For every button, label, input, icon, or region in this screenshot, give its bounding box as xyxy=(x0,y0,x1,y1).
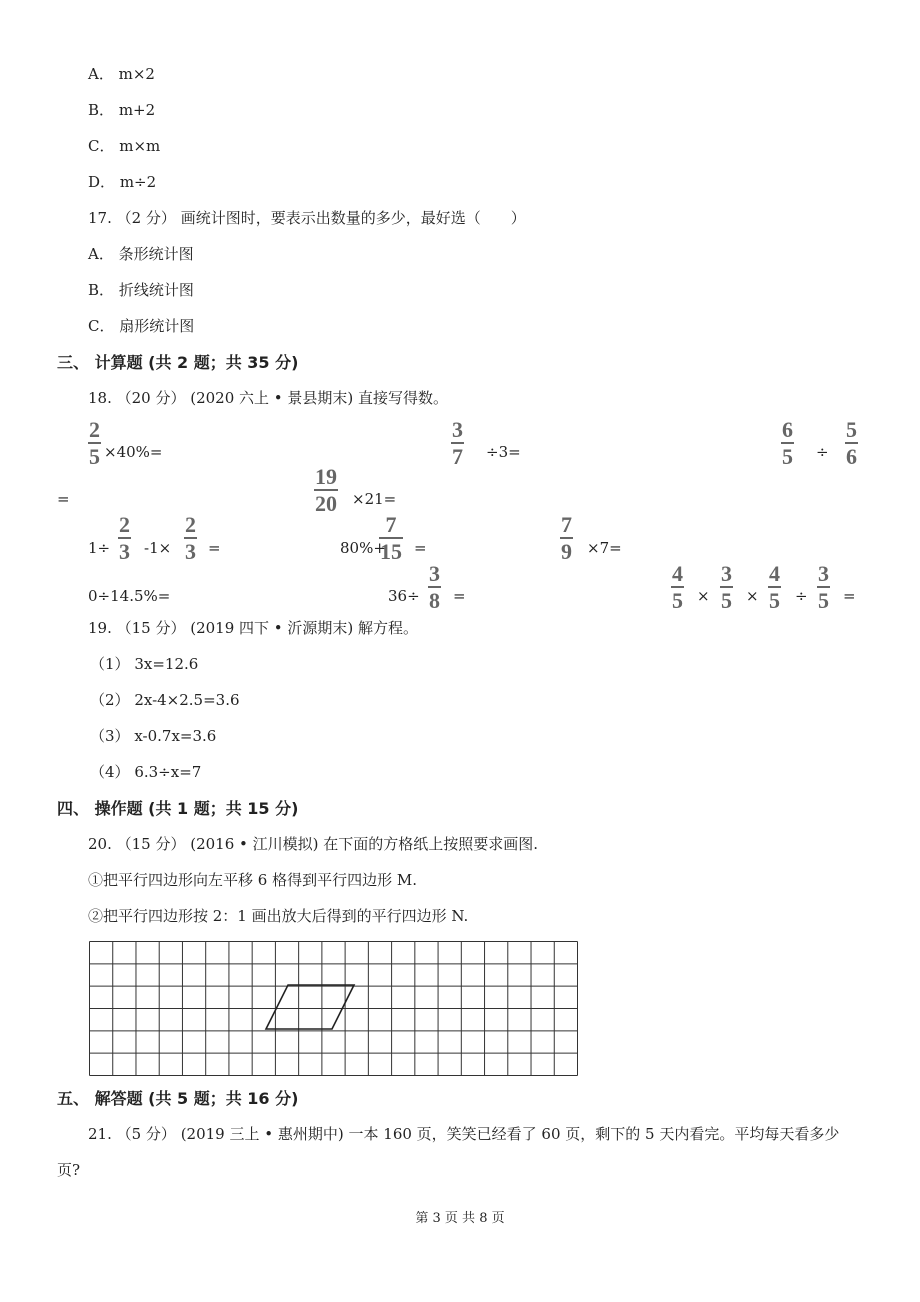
section-5-title: 五、 解答题 (共 5 题；共 16 分) xyxy=(57,1089,299,1108)
expr-text: -1× xyxy=(144,539,172,557)
option-letter: A． xyxy=(88,65,114,83)
numerator: 2 xyxy=(89,417,100,442)
option-text: m+2 xyxy=(118,101,156,119)
item-number: （1） xyxy=(90,655,130,673)
denominator: 5 xyxy=(721,588,732,613)
option-letter: D． xyxy=(88,173,116,191)
denominator: 5 xyxy=(818,588,829,613)
equation: x-0.7x=3.6 xyxy=(134,727,217,745)
fraction-2-3 xyxy=(184,514,197,563)
numerator: 2 xyxy=(119,512,130,537)
option-letter: B． xyxy=(88,281,115,299)
fraction-2-5 xyxy=(88,419,101,468)
option-letter: C． xyxy=(88,137,115,155)
option-text: m÷2 xyxy=(119,173,157,191)
denominator: 8 xyxy=(429,588,440,613)
grid-paper xyxy=(89,941,578,1076)
fraction-19-20 xyxy=(314,466,338,515)
q20-instruction-1: ①把平行四边形向左平移 6 格得到平行四边形 M. xyxy=(88,871,417,889)
expr-text: = xyxy=(208,539,221,557)
expr-text: = xyxy=(57,490,70,508)
item-number: （4） xyxy=(90,763,130,781)
q20-instruction-2: ②把平行四边形按 2：1 画出放大后得到的平行四边形 N. xyxy=(88,907,469,925)
expr-text: 80%+ xyxy=(340,539,386,557)
q16-option-a xyxy=(88,67,155,82)
option-text: 折线统计图 xyxy=(118,281,194,299)
item-number: （3） xyxy=(90,727,130,745)
expr-text: ÷3= xyxy=(486,443,521,461)
parallelogram xyxy=(266,985,354,1029)
q16-option-c xyxy=(88,139,160,154)
equation: 2x-4×2.5=3.6 xyxy=(134,691,240,709)
expr-text: = xyxy=(414,539,427,557)
equation: 3x=12.6 xyxy=(134,655,199,673)
q16-option-d xyxy=(88,175,156,190)
expr-text: = xyxy=(843,587,856,605)
q19-item-4 xyxy=(90,765,201,780)
denominator: 3 xyxy=(119,539,130,564)
numerator: 4 xyxy=(769,561,780,586)
fraction-4-5 xyxy=(671,563,684,612)
expr-text: × xyxy=(746,587,759,605)
fraction-3-5 xyxy=(720,563,733,612)
q19-item-2 xyxy=(90,693,240,708)
denominator: 20 xyxy=(315,491,337,516)
denominator: 5 xyxy=(782,444,793,469)
q21-text-line-1: 21. （5 分） (2019 三上 • 惠州期中) 一本 160 页，笑笑已经看了 60 页，剩下的 5 天内看完。平均每天看多少 xyxy=(88,1125,840,1143)
item-number: （2） xyxy=(90,691,130,709)
numerator: 7 xyxy=(561,512,572,537)
numerator: 6 xyxy=(782,417,793,442)
numerator: 7 xyxy=(385,512,397,537)
expr-text: ×7= xyxy=(587,539,622,557)
fraction-4-5 xyxy=(768,563,781,612)
expr-text: 36÷ xyxy=(388,587,420,605)
fraction-3-8 xyxy=(428,563,441,612)
fraction-5-6 xyxy=(845,419,858,468)
q18-stem: 18. （20 分） (2020 六上 • 景县期末) 直接写得数。 xyxy=(88,389,449,407)
fraction-6-5 xyxy=(781,419,794,468)
option-text: m×m xyxy=(119,137,161,155)
numerator: 3 xyxy=(452,417,463,442)
numerator: 19 xyxy=(315,464,337,489)
equation: 6.3÷x=7 xyxy=(134,763,202,781)
q17-stem: 17. （2 分） 画统计图时，要表示出数量的多少，最好选（ ） xyxy=(88,209,526,227)
fraction-3-7 xyxy=(451,419,464,468)
q17-option-c xyxy=(88,319,194,334)
q20-stem: 20. （15 分） (2016 • 江川模拟) 在下面的方格纸上按照要求画图. xyxy=(88,835,539,853)
denominator: 5 xyxy=(89,444,100,469)
numerator: 3 xyxy=(429,561,440,586)
fraction-7-9 xyxy=(560,514,573,563)
q16-option-b xyxy=(88,103,155,118)
expr-text: ÷ xyxy=(795,587,808,605)
q21-text-line-2: 页? xyxy=(57,1161,81,1179)
numerator: 2 xyxy=(185,512,196,537)
q17-option-b xyxy=(88,283,194,298)
option-text: 条形统计图 xyxy=(118,245,194,263)
expr-text: 0÷14.5%= xyxy=(88,587,171,605)
expr-text: 1÷ xyxy=(88,539,111,557)
option-letter: A． xyxy=(88,245,114,263)
numerator: 3 xyxy=(818,561,829,586)
fraction-2-3 xyxy=(118,514,131,563)
expr-text: ×40%= xyxy=(104,443,163,461)
option-text: m×2 xyxy=(118,65,155,83)
q19-item-3 xyxy=(90,729,216,744)
denominator: 6 xyxy=(846,444,857,469)
denominator: 15 xyxy=(380,539,402,564)
expr-text: ÷ xyxy=(816,443,829,461)
q17-option-a xyxy=(88,247,194,262)
q19-stem: 19. （15 分） (2019 四下 • 沂源期末) 解方程。 xyxy=(88,619,419,637)
fraction-3-5 xyxy=(817,563,830,612)
numerator: 3 xyxy=(721,561,732,586)
denominator: 9 xyxy=(561,539,572,564)
option-letter: C． xyxy=(88,317,115,335)
denominator: 7 xyxy=(452,444,463,469)
numerator: 4 xyxy=(672,561,683,586)
q19-item-1 xyxy=(90,657,198,672)
denominator: 5 xyxy=(769,588,780,613)
section-3-title: 三、 计算题 (共 2 题；共 35 分) xyxy=(57,353,299,372)
denominator: 3 xyxy=(185,539,196,564)
denominator: 5 xyxy=(672,588,683,613)
section-4-title: 四、 操作题 (共 1 题；共 15 分) xyxy=(57,799,299,818)
option-text: 扇形统计图 xyxy=(119,317,195,335)
numerator: 5 xyxy=(846,417,857,442)
expr-text: = xyxy=(453,587,466,605)
fraction-7-15 xyxy=(379,514,403,563)
page-footer: 第 3 页 共 8 页 xyxy=(415,1211,505,1226)
expr-text: ×21= xyxy=(352,490,397,508)
expr-text: × xyxy=(697,587,710,605)
option-letter: B． xyxy=(88,101,115,119)
